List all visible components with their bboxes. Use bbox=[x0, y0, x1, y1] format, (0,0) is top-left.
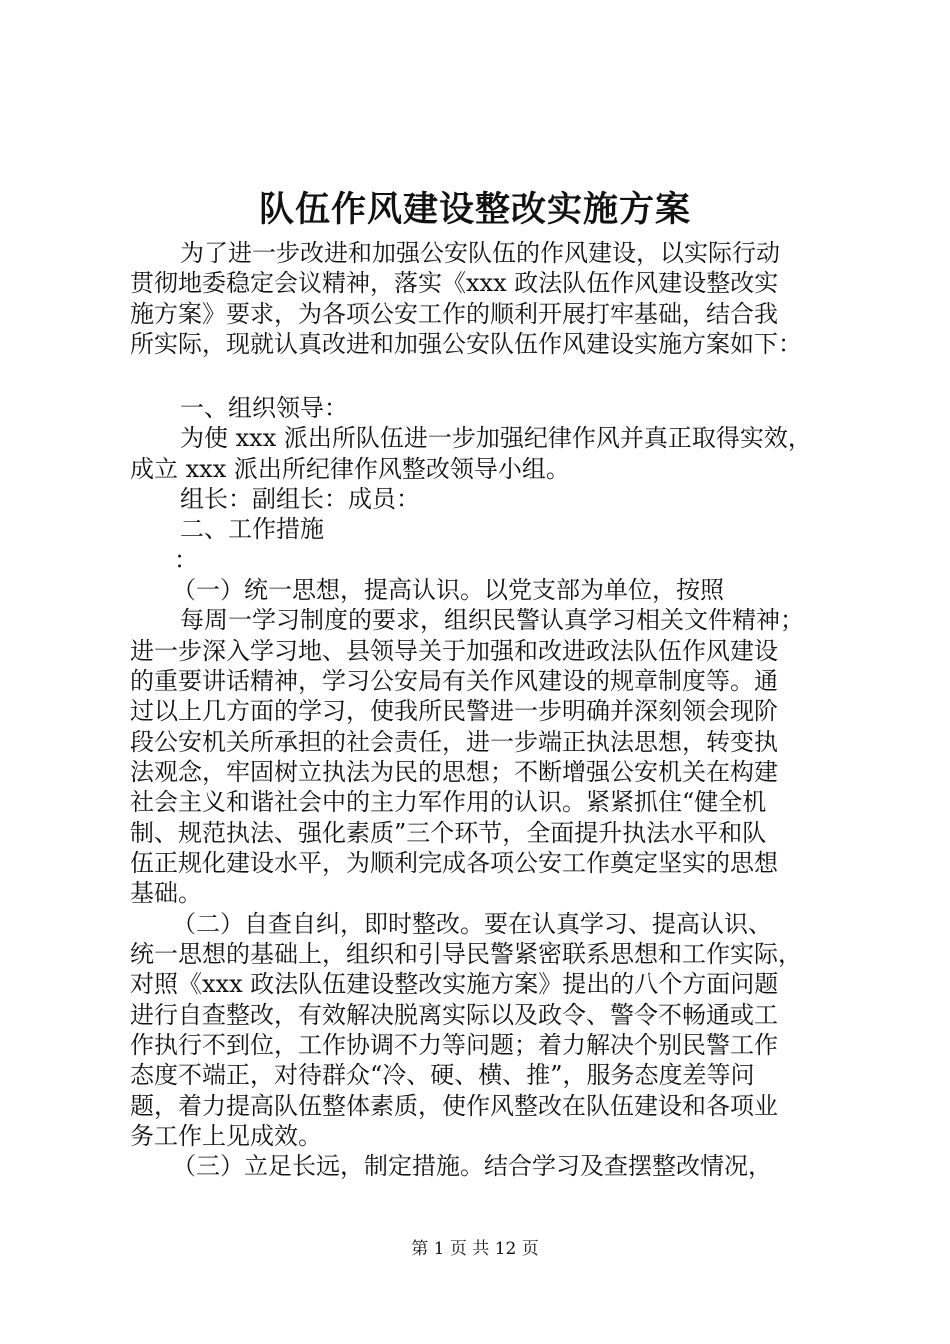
body-line: 成立 xxx 派出所纪律作风整改领导小组。 bbox=[130, 455, 570, 483]
body-line: 务工作上见成效。 bbox=[130, 1122, 322, 1150]
body-line: 基础。 bbox=[130, 879, 202, 907]
body-line: 态度不端正，对待群众“冷、硬、横、推”，服务态度差等问 bbox=[130, 1061, 755, 1089]
body-line: 伍正规化建设水平，为顺利完成各项公安工作奠定坚实的思想 bbox=[130, 849, 778, 877]
body-line: 对照《xxx 政法队伍建设整改实施方案》提出的八个方面问题 bbox=[130, 970, 779, 998]
body-line: （三）立足长远，制定措施。结合学习及查摆整改情况， bbox=[172, 1152, 772, 1180]
body-line: 题，着力提高队伍整体素质，使作风整改在队伍建设和各项业 bbox=[130, 1092, 778, 1120]
body-line: ： bbox=[174, 546, 198, 574]
body-line: 为了进一步改进和加强公安队伍的作风建设，以实际行动 bbox=[180, 239, 780, 267]
body-line: 进一步深入学习地、县领导关于加强和改进政法队伍作风建设 bbox=[130, 637, 778, 665]
body-line: （二）自查自纠，即时整改。要在认真学习、提高认识、 bbox=[172, 910, 772, 938]
body-line: 作执行不到位，工作协调不力等问题；着力解决个别民警工作 bbox=[130, 1031, 778, 1059]
body-line: 法观念，牢固树立执法为民的思想；不断增强公安机关在构建 bbox=[130, 758, 778, 786]
body-line: 为使 xxx 派出所队伍进一步加强纪律作风并真正取得实效， bbox=[180, 424, 812, 452]
body-line: 统一思想的基础上，组织和引导民警紧密联系思想和工作实际， bbox=[130, 940, 802, 968]
body-line: 组长：副组长：成员： bbox=[180, 485, 420, 513]
body-line: （一）统一思想，提高认识。以党支部为单位，按照 bbox=[172, 576, 724, 604]
body-line: 的重要讲话精神，学习公安局有关作风建设的规章制度等。通 bbox=[130, 667, 778, 695]
body-line: 每周一学习制度的要求，组织民警认真学习相关文件精神； bbox=[180, 606, 804, 634]
page-number: 第 1 页 共 12 页 bbox=[411, 1239, 539, 1259]
body-line: 段公安机关所承担的社会责任，进一步端正执法思想，转变执 bbox=[130, 728, 778, 756]
body-line: 进行自查整改，有效解决脱离实际以及政令、警令不畅通或工 bbox=[130, 1001, 778, 1029]
section-heading: 二、工作措施 bbox=[180, 515, 324, 543]
body-line: 社会主义和谐社会中的主力军作用的认识。紧紧抓住“健全机 bbox=[130, 788, 767, 816]
body-line: 贯彻地委稳定会议精神，落实《xxx 政法队伍作风建设整改实 bbox=[130, 269, 779, 297]
section-heading: 一、组织领导： bbox=[180, 394, 348, 422]
body-line: 所实际，现就认真改进和加强公安队伍作风建设实施方案如下： bbox=[130, 330, 802, 358]
body-line: 过以上几方面的学习，使我所民警进一步明确并深刻领会现阶 bbox=[130, 697, 778, 725]
body-line: 施方案》要求，为各项公安工作的顺利开展打牢基础，结合我 bbox=[130, 300, 778, 328]
body-line: 制、规范执法、强化素质”三个环节，全面提升执法水平和队 bbox=[130, 819, 767, 847]
document-title: 队伍作风建设整改实施方案 bbox=[258, 189, 691, 230]
